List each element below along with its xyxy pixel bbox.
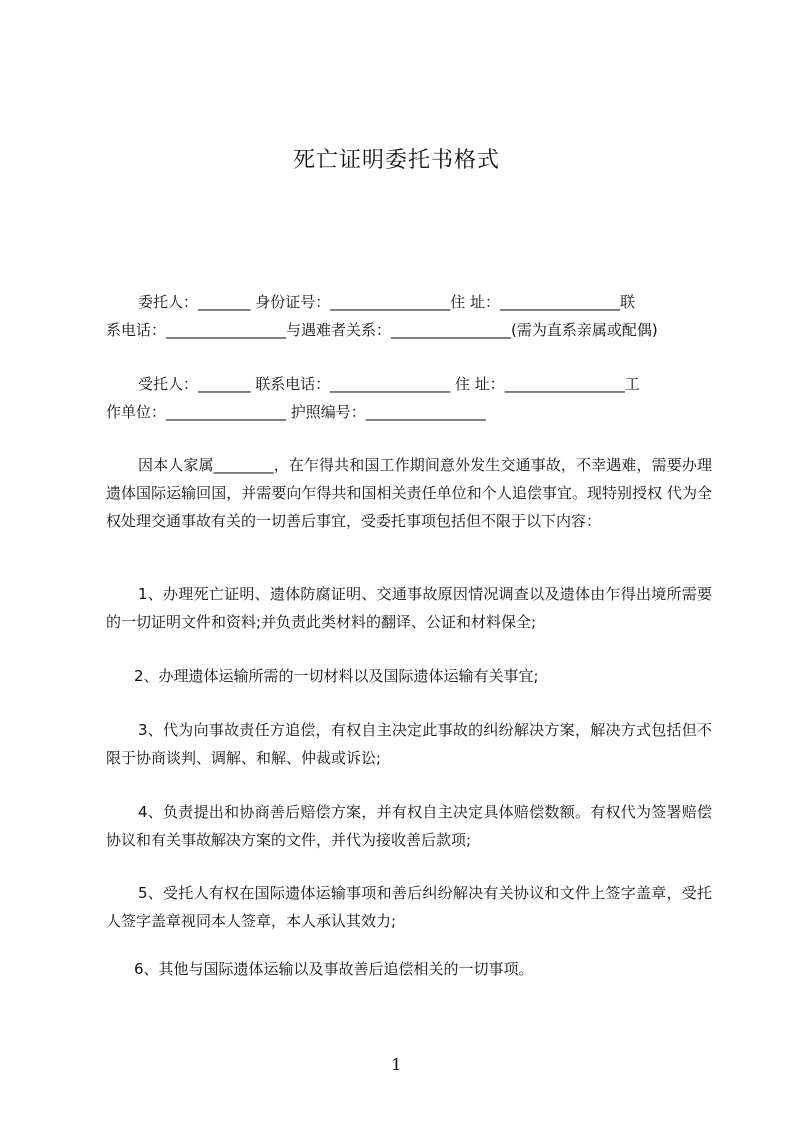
page-number: 1 [391, 1055, 402, 1074]
item-6: 6、其他与国际遗体运输以及事故善后追偿相关的一切事项。 [134, 960, 534, 978]
item-2: 2、办理遗体运输所需的一切材料以及国际遗体运输有关事宜; [134, 667, 539, 685]
item-1: 1、办理死亡证明、遗体防腐证明、交通事故原因情况调查以及遗体由乍得出境所需要的一切证明文件和资料;并负责此类材料的翻译、公证和材料保全; [106, 585, 712, 631]
principal-line-2: 系电话：________________与遇难者关系：________________(需为直系亲属或配偶) [106, 321, 658, 339]
agent-line-2: 作单位：________________ 护照编号：________________ [106, 403, 486, 421]
agent-line-1: 受托人：_______ 联系电话：________________ 住 址：________________工 [138, 375, 640, 393]
item-5: 5、受托人有权在国际遗体运输事项和善后纠纷解决有关协议和文件上签字盖章，受托人签字盖章视同本人签章，本人承认其效力; [106, 884, 712, 930]
principal-line-1: 委托人：_______ 身份证号：________________住 址：________________联 [138, 293, 636, 311]
intro-paragraph: 因本人家属________，在乍得共和国工作期间意外发生交通事故，不幸遇难，需要办理遗体国际运输回国，并需要向乍得共和国相关责任单位和个人追偿事宜。现特别授权 代为全权处理交通事故有关的一切善后事宜，受委托事项包括但不限于以下内容： [106, 456, 712, 530]
document-title: 死亡证明委托书格式 [292, 148, 500, 173]
item-3: 3、代为向事故责任方追偿，有权自主决定此事故的纠纷解决方案，解决方式包括但不限于协商谈判、调解、和解、仲裁或诉讼; [106, 721, 712, 767]
item-4: 4、负责提出和协商善后赔偿方案，并有权自主决定具体赔偿数额。有权代为签署赔偿协议和有关事故解决方案的文件，并代为接收善后款项; [106, 803, 712, 849]
